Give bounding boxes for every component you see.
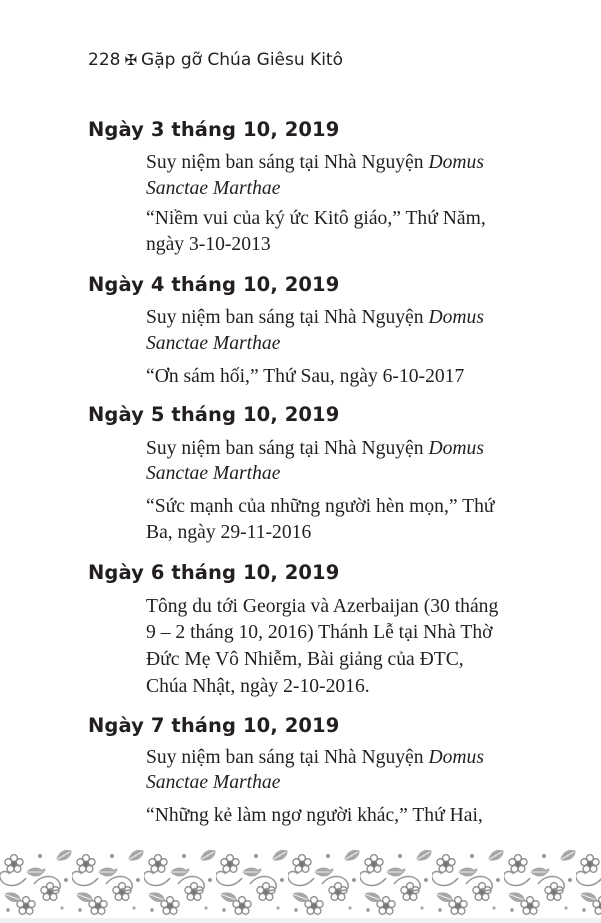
entry-line: Sanctae Marthae <box>146 178 281 199</box>
floral-border-ornament <box>0 848 601 918</box>
entry-line: “Niềm vui của ký ức Kitô giáo,” Thứ Năm, <box>146 208 486 229</box>
entry-line: Ba, ngày 29-11-2016 <box>146 522 312 543</box>
entry-line: Sanctae Marthae <box>146 333 281 354</box>
entry-line: Suy niệm ban sáng tại Nhà Nguyện Domus <box>146 307 484 328</box>
entry-line: ngày 3-10-2013 <box>146 234 271 255</box>
entry-line: “Sức mạnh của những người hèn mọn,” Thứ <box>146 496 495 517</box>
entry-latin-term: Domus <box>428 307 484 328</box>
entry-line: Đức Mẹ Vô Nhiễm, Bài giảng của ĐTC, <box>146 649 464 670</box>
page-number: 228 <box>88 50 121 70</box>
entry-line: Tông du tới Georgia và Azerbaijan (30 tháng <box>146 596 499 617</box>
entry-line: “Những kẻ làm ngơ người khác,” Thứ Hai, <box>146 805 483 826</box>
entry-line: Suy niệm ban sáng tại Nhà Nguyện Domus <box>146 747 484 768</box>
cross-icon: ✠ <box>124 51 138 69</box>
entry-line: Suy niệm ban sáng tại Nhà Nguyện Domus <box>146 438 484 459</box>
entry-latin-term: Domus <box>428 747 484 768</box>
entry-date: Ngày 3 tháng 10, 2019 <box>88 118 340 141</box>
entry-line: Sanctae Marthae <box>146 463 281 484</box>
entry-date: Ngày 6 tháng 10, 2019 <box>88 561 340 584</box>
entry-line: “Ơn sám hối,” Thứ Sau, ngày 6-10-2017 <box>146 366 465 387</box>
entry-line: Sanctae Marthae <box>146 772 281 793</box>
page-bottom-edge <box>0 918 601 923</box>
entry-line: Chúa Nhật, ngày 2-10-2016. <box>146 676 370 697</box>
entry-latin-term: Domus <box>428 438 484 459</box>
entry-date: Ngày 7 tháng 10, 2019 <box>88 714 340 737</box>
book-title: Gặp gỡ Chúa Giêsu Kitô <box>141 50 343 70</box>
running-head <box>88 50 343 70</box>
entry-date: Ngày 4 tháng 10, 2019 <box>88 273 340 296</box>
entry-date: Ngày 5 tháng 10, 2019 <box>88 403 340 426</box>
entry-latin-term: Domus <box>428 152 484 173</box>
entry-line: 9 – 2 tháng 10, 2016) Thánh Lễ tại Nhà Thờ <box>146 622 493 643</box>
entry-line: Suy niệm ban sáng tại Nhà Nguyện Domus <box>146 152 484 173</box>
